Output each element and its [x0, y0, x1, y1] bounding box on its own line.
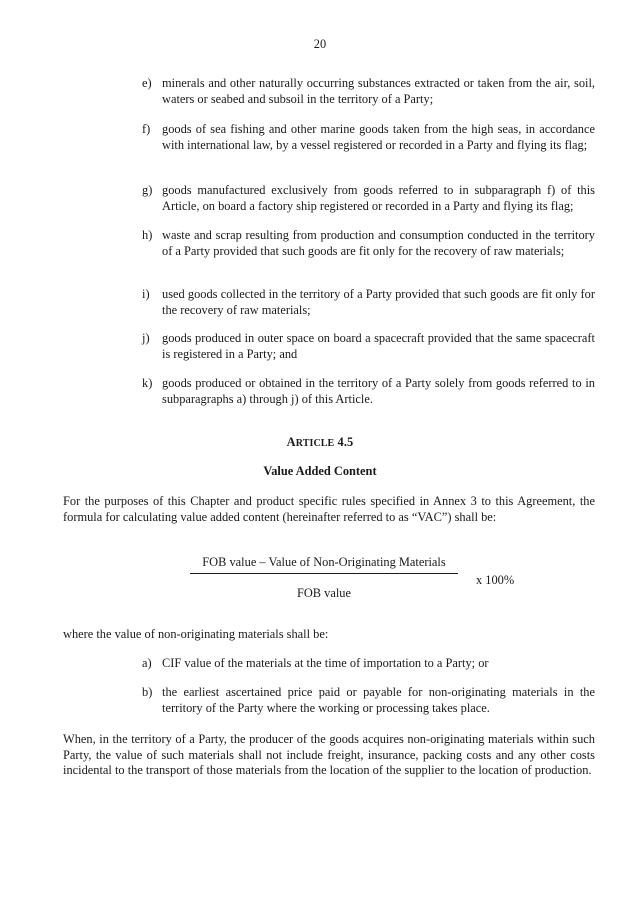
formula-multiplier: x 100% — [476, 573, 515, 587]
list-item-text: goods produced in outer space on board a spacecraft provided that the same spacecraft is registered in a Party; and — [162, 331, 595, 361]
list-item-text: goods of sea fishing and other marine goods taken from the high seas, in accordance with international law, by a vessel registered or recorded in a Party and flying its flag; — [162, 122, 595, 152]
list-item-text: goods produced or obtained in the territory of a Party solely from goods referred to in subparagraphs a) through j) of this Article. — [162, 376, 595, 406]
where-paragraph: where the value of non-originating materials shall be: — [63, 627, 329, 641]
list-item-label: j) — [142, 331, 150, 345]
list-item-label: a) — [142, 656, 152, 670]
page-number: 20 — [313, 37, 327, 51]
list-item-text: waste and scrap resulting from production and consumption conducted in the territory of a Party provided that such goods are fit only for the recovery of raw materials; — [162, 228, 595, 258]
list-item-text: used goods collected in the territory of a Party provided that such goods are fit only for the recovery of raw materials; — [162, 287, 595, 317]
list-item-text: the earliest ascertained price paid or payable for non-originating materials in the territory of the Party where the working or processing takes place. — [162, 685, 595, 715]
article-title: Value Added Content — [263, 464, 377, 478]
list-item-i — [142, 287, 595, 318]
formula-fraction-line — [190, 573, 458, 574]
intro-paragraph: For the purposes of this Chapter and product specific rules specified in Annex 3 to this Agreement, the formula for calculating value added content (hereinafter referred to as “VAC”) shall be: — [63, 494, 595, 524]
article-number — [0, 435, 640, 452]
list-item-b — [142, 685, 595, 716]
list-item-text: goods manufactured exclusively from goods referred to in subparagraph f) of this Article, on board a factory ship registered or recorded in a Party and flying its flag; — [162, 183, 595, 213]
formula-denominator: FOB value — [296, 586, 352, 600]
list-item-text: minerals and other naturally occurring substances extracted or taken from the air, soil, waters or seabed and subsoil in the territory of a Party; — [162, 76, 595, 106]
list-item-label: f) — [142, 122, 151, 136]
list-item-j — [142, 331, 595, 362]
list-item-label: g) — [142, 183, 153, 197]
list-item-label: h) — [142, 228, 153, 242]
list-item-a — [142, 656, 595, 672]
formula-numerator: FOB value – Value of Non-Originating Materials — [202, 555, 446, 569]
list-item-e — [142, 76, 595, 107]
list-item-g — [142, 183, 595, 214]
list-item-label: e) — [142, 76, 152, 90]
closing-paragraph: When, in the territory of a Party, the producer of the goods acquires non-originating materials within such Party, the value of such materials shall not include freight, insurance, packing costs and any other costs incidental to the transport of those materials from the location of the supplier to the location of production. — [63, 732, 595, 777]
list-item-k — [142, 376, 595, 407]
list-item-label: b) — [142, 685, 153, 699]
article-number-value: 4.5 — [334, 435, 354, 449]
list-item-f — [142, 122, 595, 153]
list-item-text: CIF value of the materials at the time of importation to a Party; or — [162, 656, 489, 670]
article-number-initial: A — [286, 435, 296, 449]
list-item-label: k) — [142, 376, 153, 390]
list-item-h — [142, 228, 595, 259]
list-item-label: i) — [142, 287, 150, 301]
article-number-smallcaps: RTICLE — [295, 438, 335, 449]
